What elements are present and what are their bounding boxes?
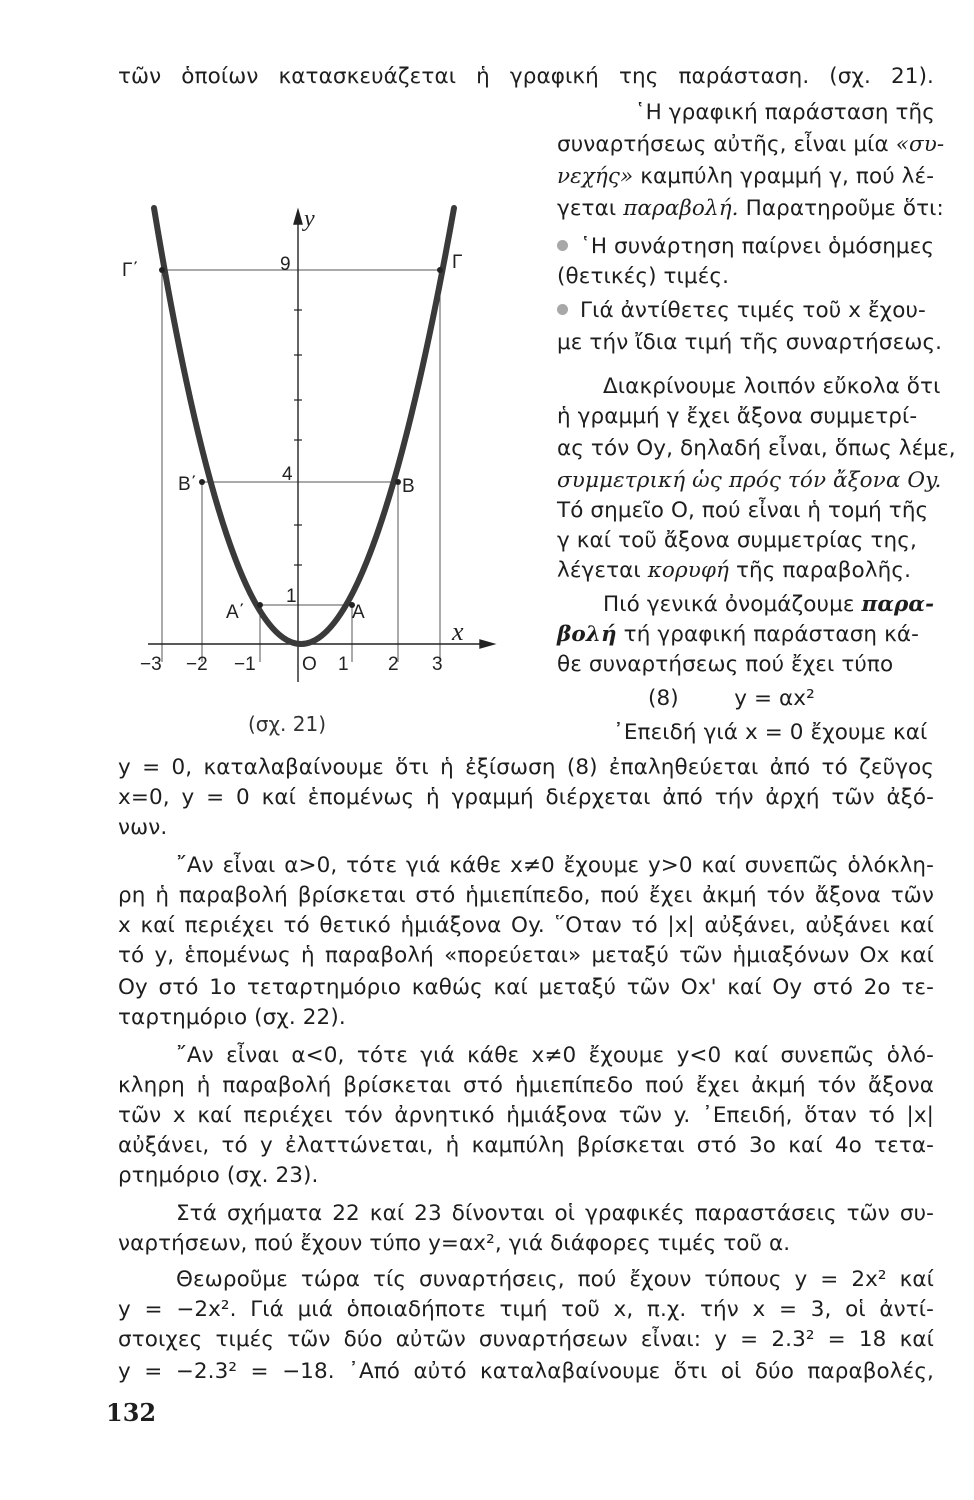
point-label-g-right: Γ (452, 252, 463, 273)
point-label-a-right: A (352, 602, 365, 623)
point-label-b-left: B΄ (178, 474, 197, 495)
x-tick-label-neg1: −1 (234, 654, 256, 675)
body-line: στοιχες τιμές τῶν δύο αὐτῶν συναρτήσεων εἶναι: y = 2.3² = 18 καί (118, 1327, 934, 1352)
body-line: Στά σχήματα 22 καί 23 δίνονται οἱ γραφικές παραστάσεις τῶν συ- (176, 1201, 934, 1226)
point-g-left (159, 267, 165, 273)
body-line: y = −2.3² = −18. ᾿Από αὐτό καταλαβαίνουμε ὅτι οἱ δύο παραβολές, (118, 1359, 934, 1384)
y-axis-label: y (304, 206, 315, 232)
body-line: y = −2x². Γιά μιά ὁποιαδήποτε τιμή τοῦ x, π.χ. τήν x = 3, οἱ ἀντί- (118, 1297, 934, 1322)
text-line: συμμετρική ὡς πρός τόν ἄξονα Oy. (557, 468, 942, 493)
body-line: ταρτημόριο (σχ. 22). (118, 1005, 346, 1030)
body-line: τό y, ἑπομένως ἡ παραβολή «πορεύεται» μεταξύ τῶν ἡμιαξόνων Ox καί (118, 943, 934, 968)
y-axis-arrow-icon (294, 210, 302, 224)
text-line: γ καί τοῦ ἄξονα συμμετρίας της, (557, 528, 917, 553)
body-line: x=0, y = 0 καί ἑπομένως ἡ γραμμή διέρχεται ἀπό τήν ἀρχή τῶν ἀξό- (118, 785, 934, 810)
x-tick-label-1: 1 (338, 654, 349, 675)
point-label-a-left: A΄ (226, 602, 245, 623)
x-tick-label-neg2: −2 (186, 654, 208, 675)
body-line: Oy στό 1ο τεταρτημόριο καθώς καί μεταξύ τῶν Ox' καί Oy στό 2ο τε- (118, 975, 934, 1000)
text-span: Πιό γενικά ὀνομάζουμε (603, 592, 855, 617)
parabola-curve (154, 208, 454, 644)
x-tick-label-neg3: −3 (140, 654, 162, 675)
text-line (557, 590, 935, 620)
text-line: θε συναρτήσεως πού ἔχει τύπο (557, 652, 894, 677)
x-axis-arrow-icon (480, 640, 494, 648)
text-line: με τήν ἴδια τιμή τῆς συναρτήσεως. (557, 330, 943, 355)
text-line: τῶν ὁποίων κατασκευάζεται ἡ γραφική της παράσταση. (σχ. 21). (118, 64, 934, 89)
body-line: κληρη ἡ παραβολή βρίσκεται στό ἡμιεπίπεδο πού ἔχει ἀκμή τόν ἄξονα (118, 1073, 934, 1098)
italic-term: παραβολή. (623, 196, 739, 221)
bullet-item (557, 296, 935, 326)
y-tick-label-9: 9 (280, 254, 291, 275)
page-number: 132 (106, 1398, 157, 1427)
italic-term: «συ- (895, 132, 945, 157)
text-line: ᾿Επειδή γιά x = 0 ἔχουμε καί (613, 720, 928, 745)
point-b-left (199, 479, 205, 485)
text-line: ῾Η γραφική παράσταση τῆς (634, 100, 935, 125)
text-line (557, 162, 935, 192)
text-span: ῾Η συνάρτηση παίρνει ὁμόσημες (580, 234, 935, 259)
figure-caption: (σχ. 21) (248, 712, 326, 736)
body-line: Θεωροῦμε τώρα τίς συναρτήσεις, πού ἔχουν τύπους y = 2x² καί (176, 1267, 934, 1292)
x-tick-label-2: 2 (388, 654, 399, 675)
text-line (557, 194, 944, 224)
text-span: Γιά ἀντίθετες τιμές τοῦ x ἔχου- (580, 298, 926, 323)
text-line: Διακρίνουμε λοιπόν εὔκολα ὅτι (603, 374, 941, 399)
body-line: ρτημόριο (σχ. 23). (118, 1163, 319, 1188)
body-line: ῎Αν εἶναι α<0, τότε γιά κάθε x≠0 ἔχουμε y<0 καί συνεπῶς ὁλό- (176, 1043, 934, 1068)
body-line: ῎Αν εἶναι α>0, τότε γιά κάθε x≠0 ἔχουμε y>0 καί συνεπῶς ὁλόκλη- (176, 853, 934, 878)
bullet-icon (557, 240, 568, 251)
point-a-left (257, 602, 263, 608)
text-span: τῆς παραβολῆς. (735, 558, 912, 583)
point-label-g-left: Γ΄ (122, 260, 139, 281)
text-line: ἡ γραμμή γ ἔχει ἄξονα συμμετρί- (557, 404, 918, 429)
body-line: αὐξάνει, τό y ἐλαττώνεται, ἡ καμπύλη βρίσκεται στό 3ο καί 4ο τετα- (118, 1133, 934, 1158)
body-line: νων. (118, 815, 168, 840)
body-line: τῶν x καί περιέχει τόν ἀρνητικό ἡμιάξονα τῶν y. ᾿Επειδή, ὅταν τό |x| (118, 1103, 934, 1128)
text-line (557, 130, 945, 160)
body-line: ναρτήσεων, πού ἔχουν τύπο y=αx², γιά διάφορες τιμές τοῦ α. (118, 1231, 791, 1256)
text-span: συναρτήσεως αὐτῆς, εἶναι μία (557, 132, 889, 157)
body-line: x καί περιέχει τό θετικό ἡμιάξονα Oy. ῞Οταν τό |x| αὐξάνει, αὐξάνει καί (118, 913, 934, 938)
text-span: καμπύλη γραμμή γ, πού λέ- (640, 164, 935, 189)
text-line: Τό σημεῖο O, πού εἶναι ἡ τομή τῆς (557, 498, 929, 523)
point-g-right (437, 267, 443, 273)
parabola-figure (110, 200, 510, 700)
text-span: γεται (557, 196, 617, 221)
point-label-b-right: B (402, 476, 415, 497)
body-line: ρη ἡ παραβολή βρίσκεται στό ἡμιεπίπεδο, πού ἔχει ἀκμή τόν ἄξονα τῶν (118, 883, 934, 908)
body-line: y = 0, καταλαβαίνουμε ὅτι ἡ ἐξίσωση (8) ἐπαληθεύεται ἀπό τό ζεῦγος (118, 755, 934, 780)
x-axis-label: x (452, 617, 464, 646)
bullet-item (557, 232, 935, 262)
text-span: τή γραφική παράσταση κά- (623, 622, 919, 647)
text-line: ας τόν Oy, δηλαδή εἶναι, ὅπως λέμε, (557, 436, 956, 461)
italic-term: κορυφή (647, 558, 730, 583)
bold-term: παρα- (861, 592, 935, 617)
text-span: Παρατηροῦμε ὅτι: (745, 196, 944, 221)
text-line: (θετικές) τιμές. (557, 264, 730, 289)
formula: (8) y = αx² (648, 686, 815, 711)
y-tick-label-4: 4 (282, 464, 293, 485)
bold-term: βολή (557, 622, 617, 647)
text-line (557, 620, 935, 650)
text-span: λέγεται (557, 558, 641, 583)
y-tick-label-1: 1 (286, 586, 297, 607)
italic-term: νεχής» (557, 164, 634, 189)
x-tick-label-3: 3 (432, 654, 443, 675)
origin-label: O (302, 654, 317, 675)
bullet-icon (557, 304, 568, 315)
text-line (557, 556, 935, 586)
point-b-right (395, 479, 401, 485)
